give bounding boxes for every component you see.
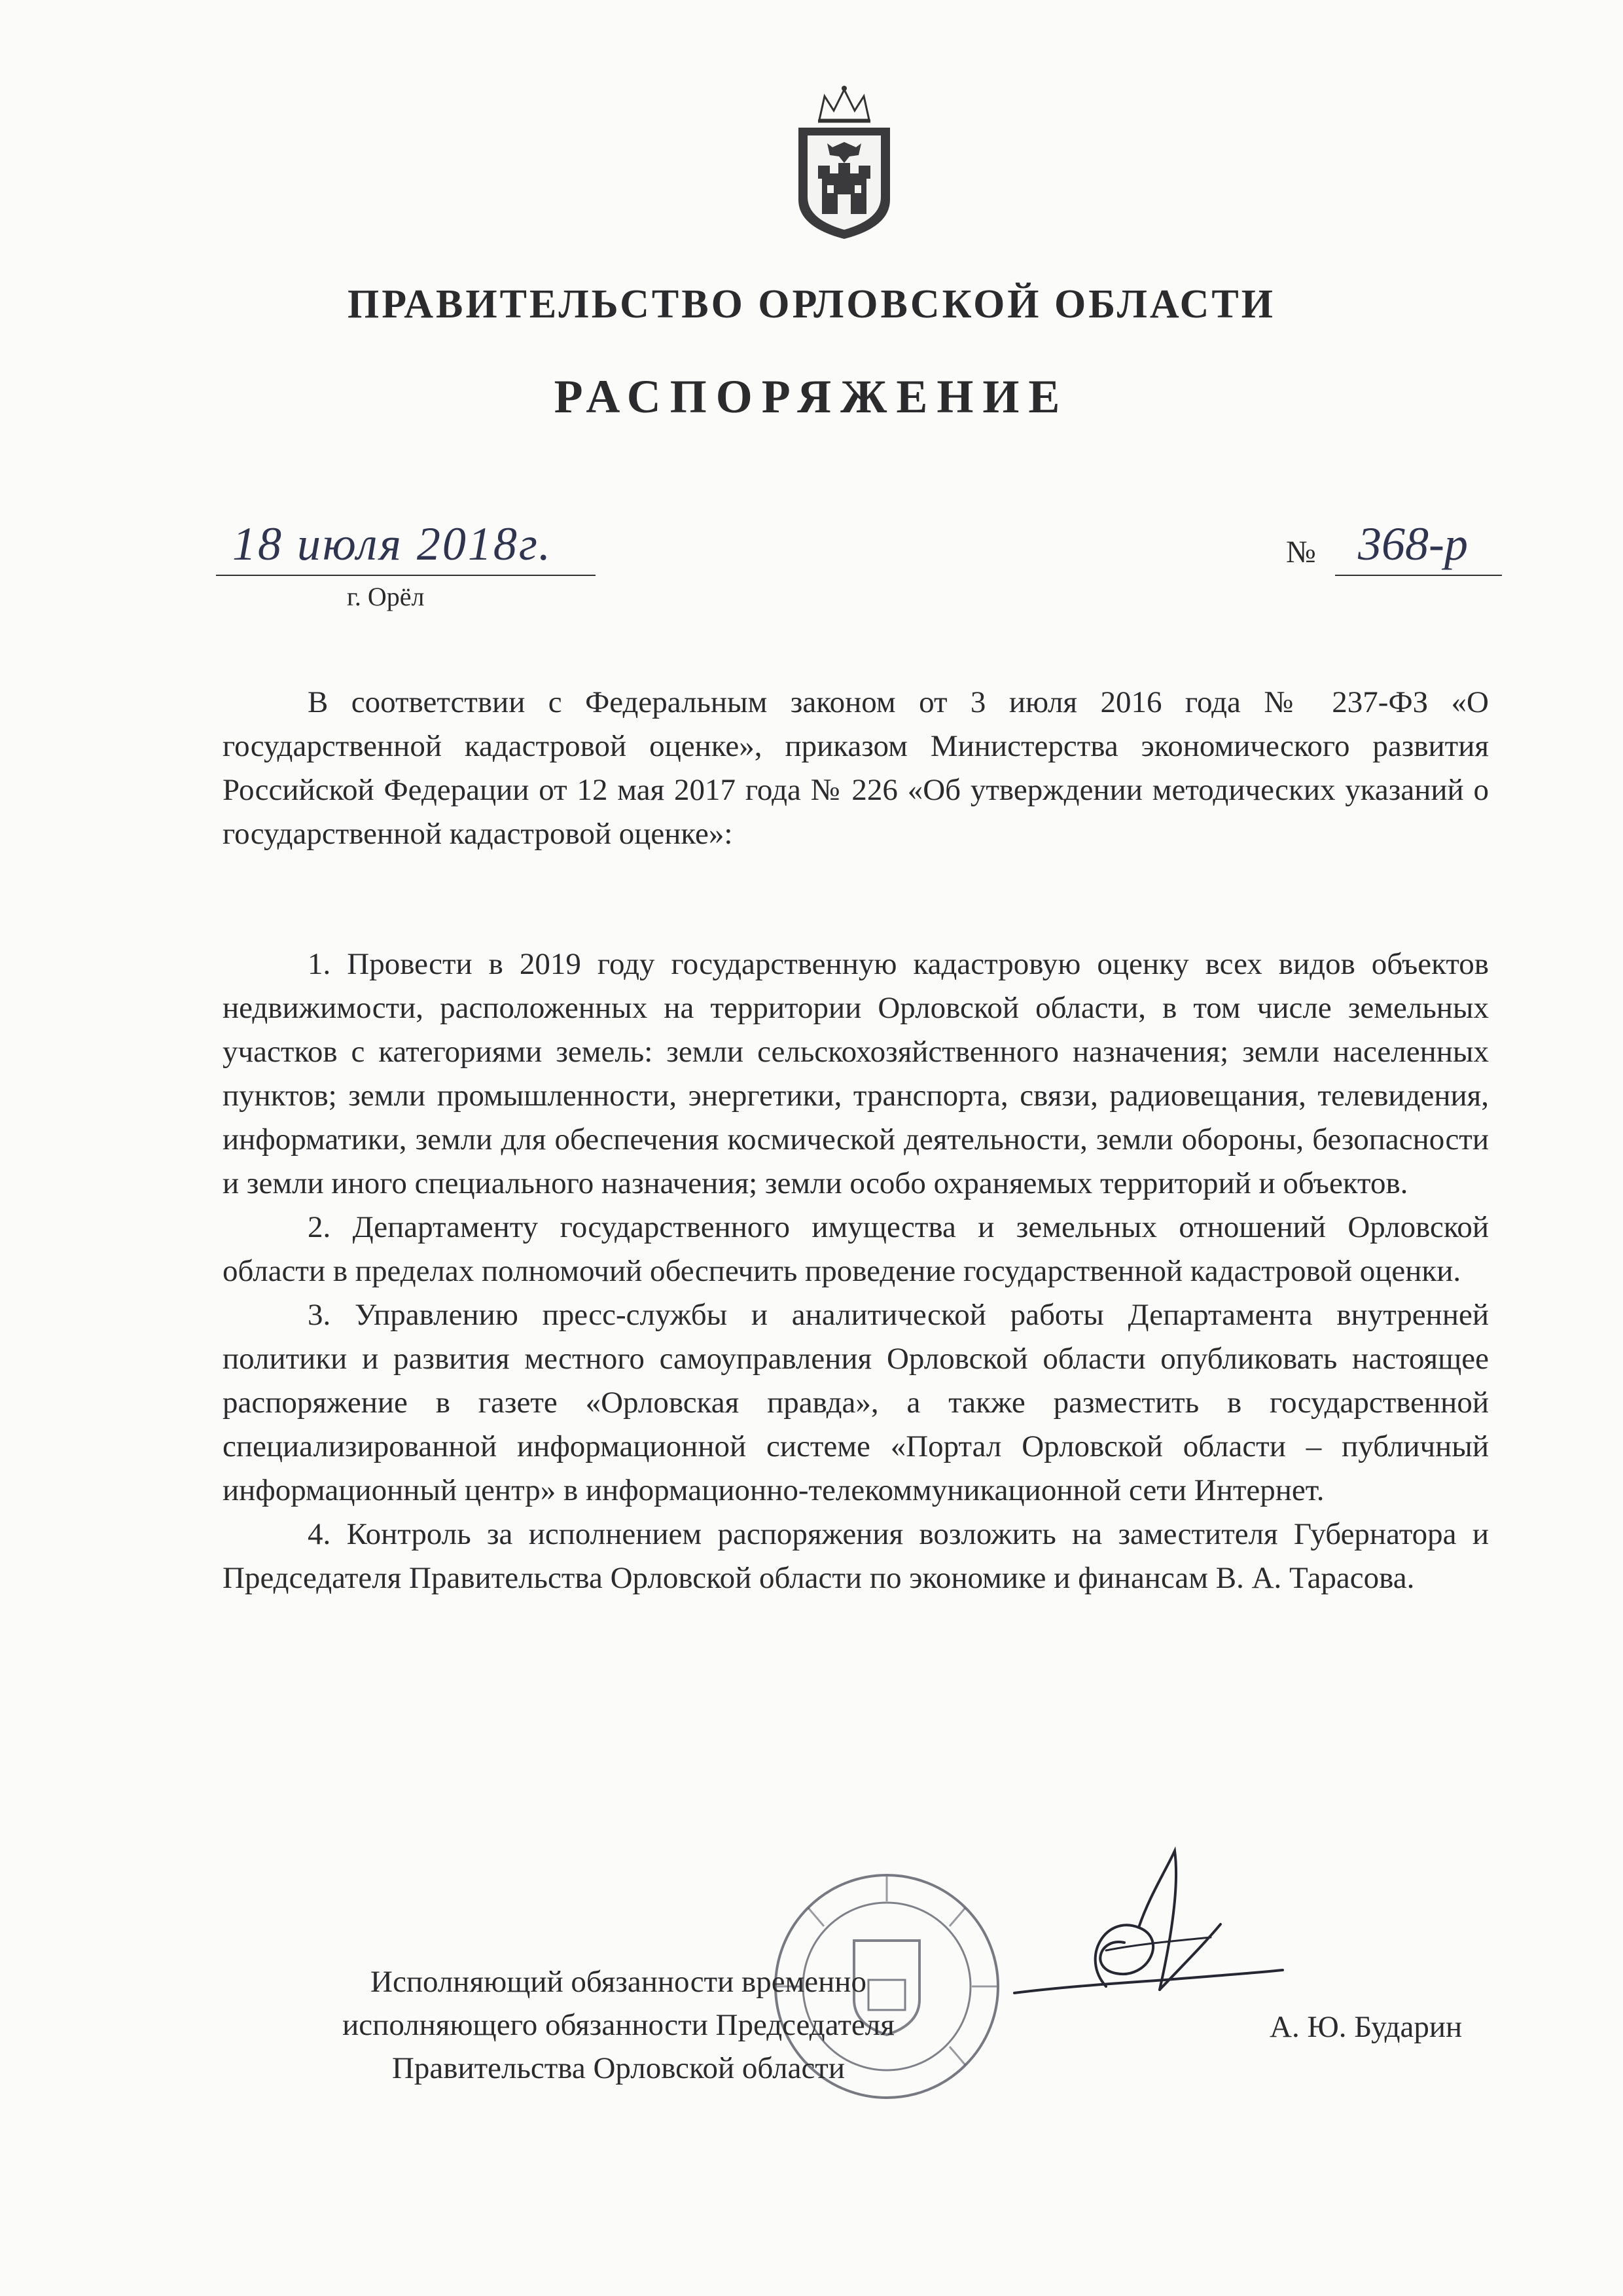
number-block — [1286, 517, 1548, 589]
order-item-4: 4. Контроль за исполнением распоряжения возложить на заместителя Губернатора и Председателя Правительства Орловской области по экономике и финансам В. А. Тарасова. — [223, 1517, 1489, 1595]
number-underline — [1335, 575, 1502, 576]
preamble-paragraph: В соответствии с Федеральным законом от 3 июля 2016 года № 237-ФЗ «О государственной кадастровой оценке», приказом Министерства экономического развития Российской Федерации от 12 мая 2017 года № 226 «Об утверждении методических указаний о государственной кадастровой оценке»: — [223, 685, 1489, 851]
order-item-3: 3. Управлению пресс-службы и аналитической работы Департамента внутренней политики и развития местного самоуправления Орловской области опубликовать настоящее распоряжение в газете «Орловская правда», а также разместить в государственной специализированной информационной системе «Портал Орловской области – публичный информационный центр» в информационно-телекоммуникационной сети Интернет. — [223, 1298, 1489, 1507]
position-line-1: Исполняющий обязанности временно — [370, 1965, 866, 1999]
signer-name: А. Ю. Бударин — [1270, 2010, 1463, 2044]
coat-of-arms-icon — [779, 82, 910, 242]
handwritten-number: 368-р — [1358, 518, 1468, 570]
order-item-2: 2. Департаменту государственного имущества и земельных отношений Орловской области в пределах полномочий обеспечить проведение государственной кадастровой оценки. — [223, 1210, 1489, 1288]
government-name: ПРАВИТЕЛЬСТВО ОРЛОВСКОЙ ОБЛАСТИ — [348, 282, 1275, 327]
date-block — [216, 517, 609, 611]
number-sign: № — [1286, 535, 1316, 569]
city-label: г. Орёл — [347, 582, 425, 611]
position-line-3: Правительства Орловской области — [391, 2051, 846, 2085]
signer-position — [242, 1960, 995, 2090]
date-underline — [216, 575, 596, 576]
document-type: РАСПОРЯЖЕНИЕ — [554, 370, 1069, 423]
position-line-2: исполняющего обязанности Председателя — [342, 2008, 895, 2042]
preamble — [223, 681, 1489, 856]
order-items — [223, 942, 1489, 1600]
handwritten-date: 18 июля 2018г. — [232, 518, 552, 570]
order-item-1: 1. Провести в 2019 году государственную кадастровую оценку всех видов объектов недвижимости, расположенных на территории Орловской области, в том числе земельных участков с категориями земель: земли сельскохозяйственного назначения; земли населенных пунктов; земли промышленности, энергетики, транспорта, связи, радиовещания, телевидения, информатики, земли для обеспечения космической деятельности, земли обороны, безопасности и земли иного специального назначения; земли особо охраняемых территорий и объектов. — [223, 947, 1489, 1200]
